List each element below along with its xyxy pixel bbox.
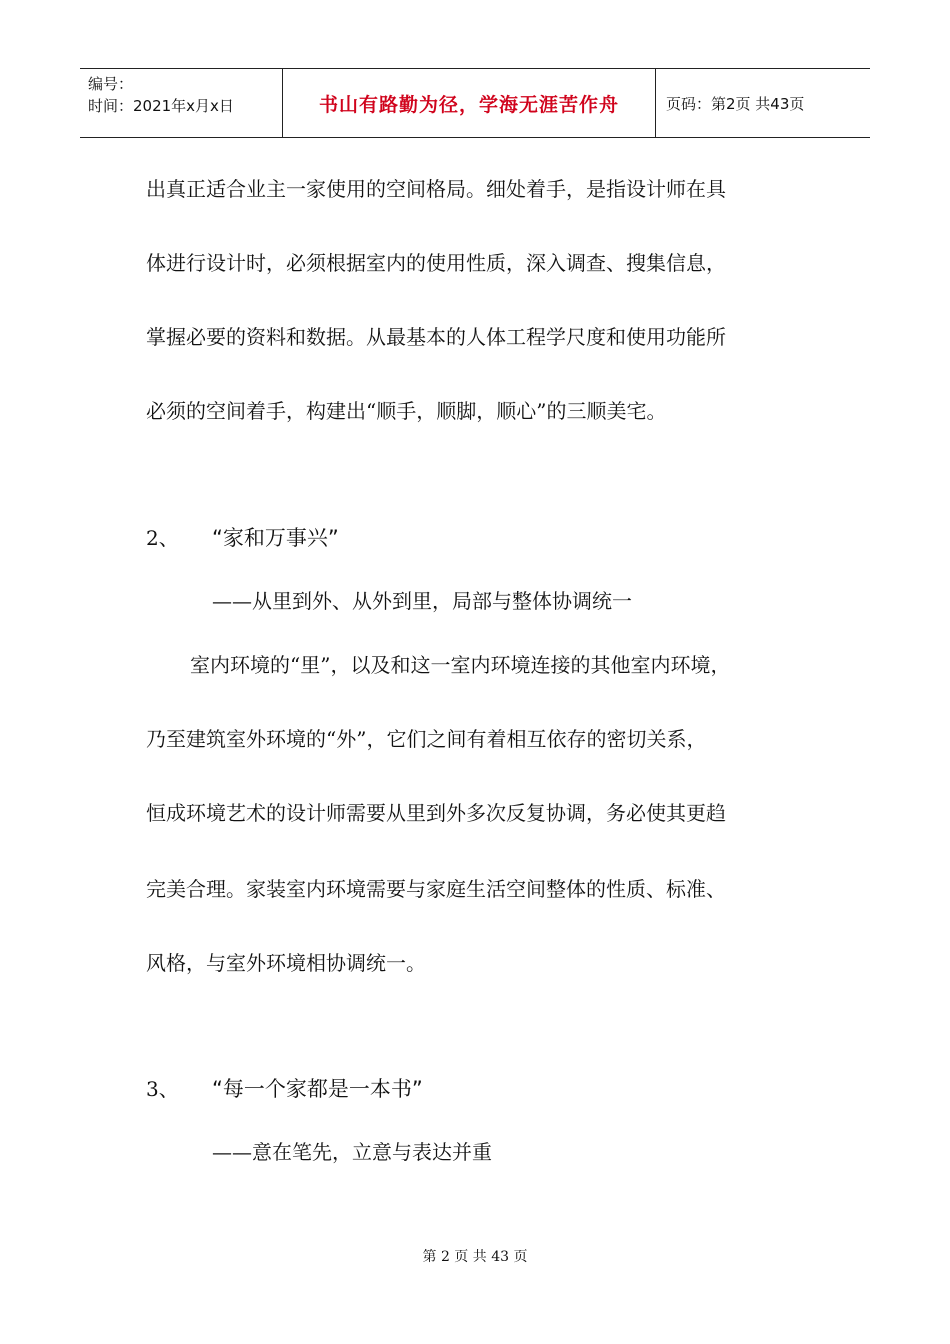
- paragraph-line: 乃至建筑室外环境的“外”，它们之间有着相互依存的密切关系，: [146, 727, 707, 751]
- page-header: [80, 68, 870, 138]
- section-3-title: “每一个家都是一本书”: [212, 1077, 423, 1101]
- paragraph-line: 掌握必要的资料和数据。从最基本的人体工程学尺度和使用功能所: [146, 325, 726, 349]
- paragraph-line: 室内环境的“里”，以及和这一室内环境连接的其他室内环境，: [190, 653, 731, 677]
- section-3-heading: [146, 1073, 423, 1103]
- section-2-subtitle: ——从里到外、从外到里，局部与整体协调统一: [212, 589, 632, 613]
- header-motto-cell: [282, 69, 656, 137]
- header-page-info: 页码：第2页 共43页: [666, 94, 805, 113]
- section-3-number: 3、: [146, 1077, 179, 1101]
- section-2-heading: [146, 522, 339, 552]
- header-motto: 书山有路勤为径，学海无涯苦作舟: [318, 93, 619, 116]
- header-meta: [80, 69, 282, 137]
- header-number-label: 编号：: [88, 75, 134, 93]
- header-page-info-cell: [656, 69, 870, 137]
- paragraph-line: 出真正适合业主一家使用的空间格局。细处着手，是指设计师在具: [146, 177, 726, 201]
- paragraph-line: 恒成环境艺术的设计师需要从里到外多次反复协调，务必使其更趋: [146, 801, 726, 825]
- paragraph-line: 风格，与室外环境相协调统一。: [146, 951, 426, 975]
- header-time-label: 时间：2021年x月x日: [88, 97, 234, 115]
- section-3-subtitle: ——意在笔先，立意与表达并重: [212, 1140, 492, 1164]
- page-footer: 第 2 页 共 43 页: [422, 1249, 528, 1265]
- section-2-title: “家和万事兴”: [212, 526, 339, 550]
- paragraph-line: 体进行设计时，必须根据室内的使用性质，深入调查、搜集信息，: [146, 251, 726, 275]
- paragraph-line: 必须的空间着手，构建出“顺手，顺脚，顺心”的三顺美宅。: [146, 399, 667, 423]
- section-2-number: 2、: [146, 526, 179, 550]
- paragraph-line: 完美合理。家装室内环境需要与家庭生活空间整体的性质、标准、: [146, 877, 726, 901]
